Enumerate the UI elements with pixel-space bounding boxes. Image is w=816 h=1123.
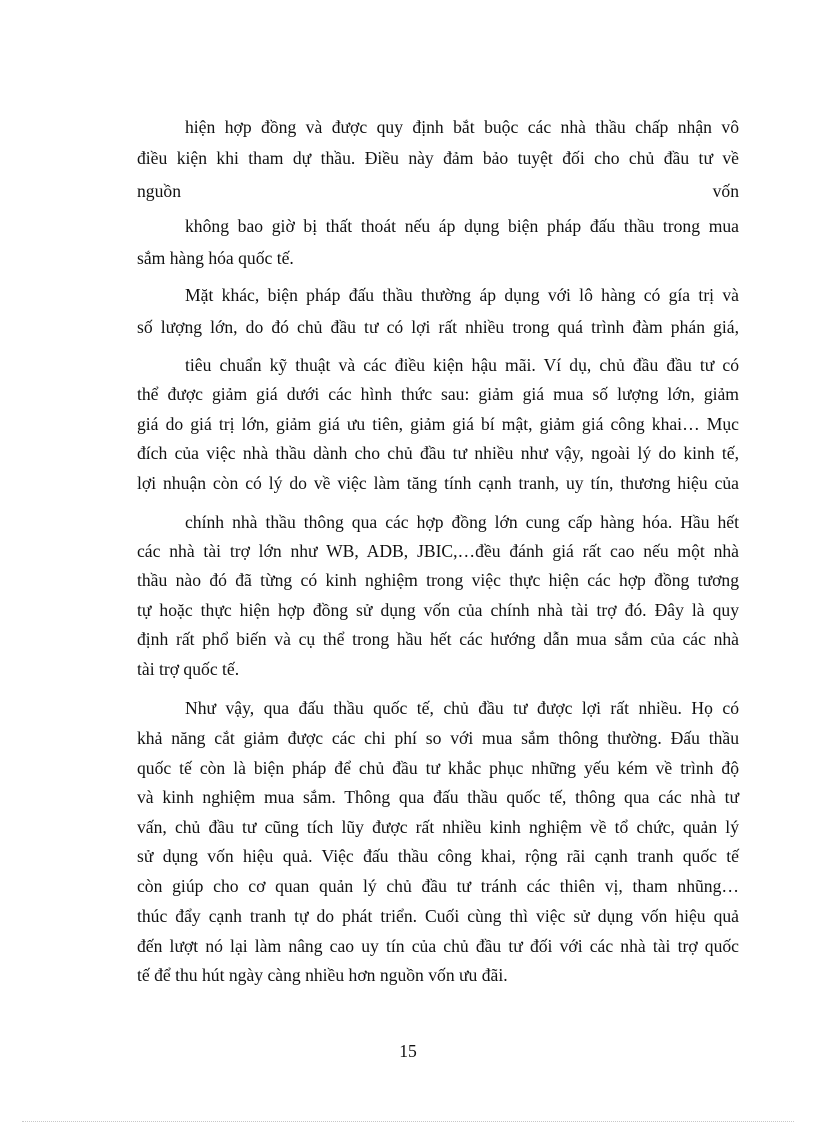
text-line: định rất phổ biến và cụ thể trong hầu hết các hướng dẫn mua sắm của các nhà [137, 629, 739, 649]
text-line: Như vậy, qua đấu thầu quốc tế, chủ đầu tư được lợi rất nhiều. Họ có [185, 698, 739, 718]
text-line: chính nhà thầu thông qua các hợp đồng lớn cung cấp hàng hóa. Hầu hết [185, 512, 739, 532]
text-line: và kinh nghiệm mua sắm. Thông qua đấu thầu quốc tế, thông qua các nhà tư [137, 787, 739, 807]
text-line: tài trợ quốc tế. [137, 659, 240, 679]
text-line: Mặt khác, biện pháp đấu thầu thường áp dụng với lô hàng có gía trị và [185, 285, 739, 305]
text-line: nguồn vốn [137, 181, 739, 201]
text-line: sử dụng vốn hiệu quả. Việc đấu thầu công khai, rộng rãi cạnh tranh quốc tế [137, 846, 739, 866]
text-line: quốc tế còn là biện pháp để chủ đầu tư khắc phục những yếu kém về trình độ [137, 758, 739, 778]
footer-divider [22, 1121, 794, 1122]
text-line: tế để thu hút ngày càng nhiều hơn nguồn vốn ưu đãi. [137, 965, 508, 985]
text-line: điều kiện khi tham dự thầu. Điều này đảm bảo tuyệt đối cho chủ đầu tư về [137, 148, 739, 168]
text-line: lợi nhuận còn có lý do về việc làm tăng tính cạnh tranh, uy tín, thương hiệu của [137, 473, 739, 493]
text-line: sắm hàng hóa quốc tế. [137, 248, 294, 268]
text-line: tự hoặc thực hiện hợp đồng sử dụng vốn của chính nhà tài trợ đó. Đây là quy [137, 600, 739, 620]
text-line: còn giúp cho cơ quan quản lý chủ đầu tư tránh các thiên vị, tham nhũng… [137, 876, 739, 896]
text-line: vấn, chủ đầu tư cũng tích lũy được rất nhiều kinh nghiệm về tổ chức, quản lý [137, 817, 739, 837]
text-line: đến lượt nó lại làm nâng cao uy tín của chủ đầu tư đối với các nhà tài trợ quốc [137, 936, 739, 956]
text-line: đích của việc nhà thầu dành cho chủ đầu tư nhiều như vậy, ngoài lý do kinh tế, [137, 443, 739, 463]
text-line: hiện hợp đồng và được quy định bắt buộc các nhà thầu chấp nhận vô [185, 117, 739, 137]
text-line: các nhà tài trợ lớn như WB, ADB, JBIC,…đều đánh giá rất cao nếu một nhà [137, 541, 739, 561]
text-line: số lượng lớn, do đó chủ đầu tư có lợi rất nhiều trong quá trình đàm phán giá, [137, 317, 739, 337]
text-line: không bao giờ bị thất thoát nếu áp dụng biện pháp đấu thầu trong mua [185, 216, 739, 236]
text-line: thúc đẩy cạnh tranh tự do phát triển. Cuối cùng thì việc sử dụng vốn hiệu quả [137, 906, 739, 926]
text-line: thầu nào đó đã từng có kinh nghiệm trong việc thực hiện các hợp đồng tương [137, 570, 739, 590]
page-number: 15 [399, 1041, 417, 1061]
text-line: giá do giá trị lớn, giảm giá ưu tiên, giảm giá bí mật, giảm giá công khai… Mục [137, 414, 739, 434]
text-line: khả năng cắt giảm được các chi phí so với mua sắm thông thường. Đấu thầu [137, 728, 739, 748]
text-line: thể được giảm giá dưới các hình thức sau: giảm giá mua số lượng lớn, giảm [137, 384, 739, 404]
text-line: tiêu chuẩn kỹ thuật và các điều kiện hậu mãi. Ví dụ, chủ đầu đầu tư có [185, 355, 739, 375]
